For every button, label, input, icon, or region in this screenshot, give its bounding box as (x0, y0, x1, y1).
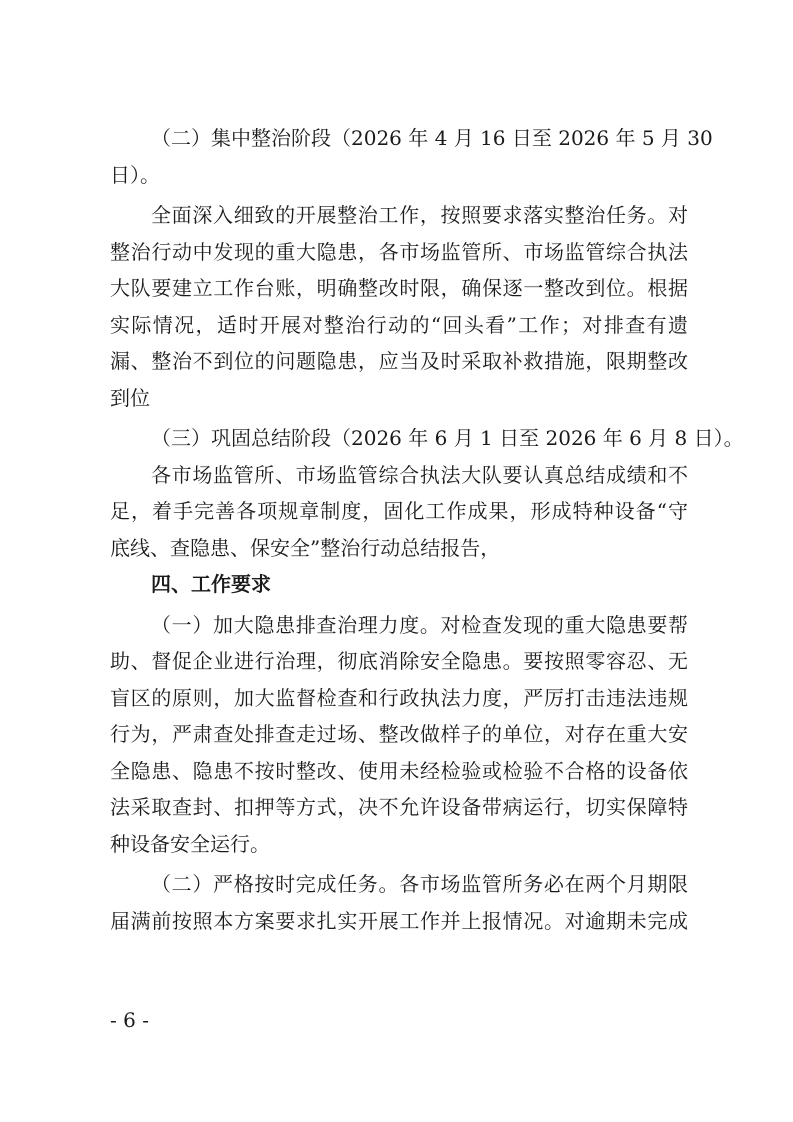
paragraph-phase-two-heading (110, 120, 713, 193)
text-line: （三）巩固总结阶段（2026 年 6 月 1 日至 2026 年 6 月 8 日）。 (151, 426, 744, 450)
text-line: 底线、查隐患、保安全”整治行动总结报告， (110, 535, 501, 560)
text-line: 各市场监管所、市场监管综合执法大队要认真总结成绩和不 (151, 462, 688, 487)
paragraph-requirement-one (110, 607, 688, 863)
text-line: （二）严格按时完成任务。各市场监管所务必在两个月期限 (151, 872, 688, 896)
document-body (110, 120, 744, 939)
section-four-title: 四、工作要求 (151, 572, 271, 596)
text-line: 实际情况，适时开展对整治行动的“回头看”工作；对排查有遗 (110, 312, 688, 337)
section-heading (110, 566, 688, 603)
text-line: 助、督促企业进行治理，彻底消除安全隐患。要按照零容忍、无 (110, 649, 688, 673)
text-line: 全隐患、隐患不按时整改、使用未经检验或检验不合格的设备依 (110, 758, 688, 783)
text-line: （一）加大隐患排查治理力度。对检查发现的重大隐患要帮 (151, 612, 688, 637)
text-line: 法采取查封、扣押等方式，决不允许设备带病运行，切实保障特 (110, 795, 688, 819)
paragraph-phase-two-body (110, 197, 688, 416)
text-line: 行为，严肃查处排查走过场、整改做样子的单位，对存在重大安 (110, 722, 688, 746)
paragraph-phase-three-heading (110, 420, 744, 457)
text-line: （二）集中整治阶段（2026 年 4 月 16 日至 2026 年 5 月 30 (151, 126, 713, 150)
text-line: 到位 (110, 385, 150, 410)
text-line: 种设备安全运行。 (110, 831, 270, 856)
page-number: - 6 - (110, 1008, 149, 1032)
text-line: 整治行动中发现的重大隐患，各市场监管所、市场监管综合执法 (110, 239, 688, 264)
text-line: 日）。 (110, 162, 160, 187)
text-line: 全面深入细致的开展整治工作，按照要求落实整治任务。对 (151, 203, 688, 227)
text-line: 足，着手完善各项规章制度，固化工作成果，形成特种设备“守 (110, 499, 688, 523)
text-line: 大队要建立工作台账，明确整改时限，确保逐一整改到位。根据 (110, 276, 688, 300)
text-line: 盲区的原则，加大监督检查和行政执法力度，严厉打击违法违规 (110, 685, 688, 710)
paragraph-requirement-two (110, 866, 688, 939)
paragraph-phase-three-body (110, 457, 688, 567)
text-line: 届满前按照本方案要求扎实开展工作并上报情况。对逾期未完成 (110, 908, 688, 933)
text-line: 漏、整治不到位的问题隐患，应当及时采取补救措施，限期整改 (110, 349, 688, 373)
